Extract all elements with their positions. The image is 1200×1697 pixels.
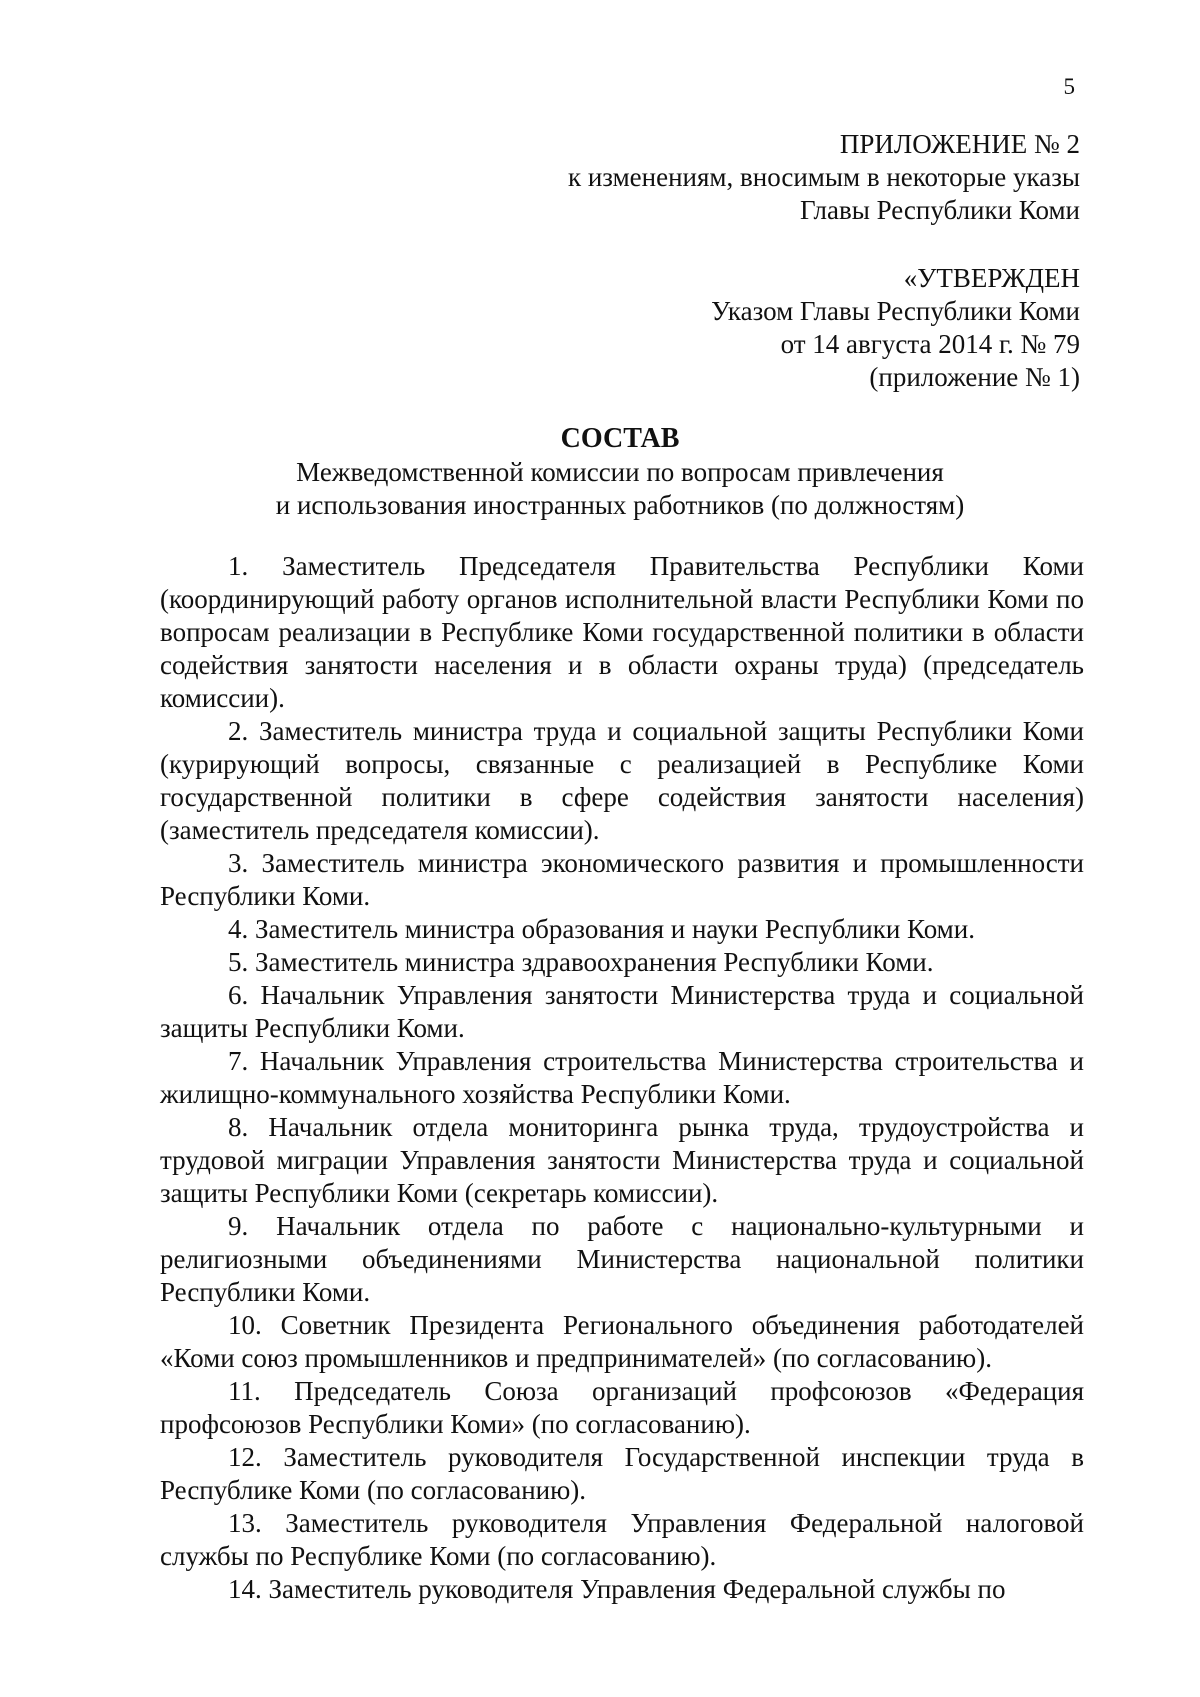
list-item: 2. Заместитель министра труда и социальной защиты Республики Коми (курирующий вопросы, связанные с реализацией в Республике Коми государственной политики в сфере содействия занятости населения) (заместитель председателя комиссии). — [160, 716, 1084, 845]
page-number: 5 — [1063, 74, 1075, 99]
list-item: 8. Начальник отдела мониторинга рынка труда, трудоустройства и трудовой миграции Управления занятости Министерства труда и социальной защиты Республики Коми (секретарь комиссии). — [160, 1112, 1084, 1208]
document-title — [160, 422, 1080, 522]
approval-line: (приложение № 1) — [869, 362, 1080, 392]
appendix-title: ПРИЛОЖЕНИЕ № 2 — [839, 129, 1080, 159]
list-item: 11. Председатель Союза организаций профсоюзов «Федерация профсоюзов Республики Коми» (по согласованию). — [160, 1376, 1084, 1439]
list-item: 1. Заместитель Председателя Правительства Республики Коми (координирующий работу органов исполнительной власти Республики Коми по вопросам реализации в Республике Коми государственной политики в области содействия занятости населения и в области охраны труда) (председатель комиссии). — [160, 551, 1084, 713]
list-item: 12. Заместитель руководителя Государственной инспекции труда в Республике Коми (по согласованию). — [160, 1442, 1084, 1505]
list-item: 14. Заместитель руководителя Управления Федеральной службы по — [228, 1574, 1006, 1604]
title-heading: СОСТАВ — [560, 423, 680, 454]
appendix-header — [568, 128, 1080, 227]
title-line: Межведомственной комиссии по вопросам привлечения — [296, 457, 944, 487]
approval-line: «УТВЕРЖДЕН — [903, 263, 1080, 293]
list-item: 4. Заместитель министра образования и науки Республики Коми. — [228, 914, 975, 944]
list-item: 13. Заместитель руководителя Управления Федеральной налоговой службы по Республике Коми (по согласованию). — [160, 1508, 1084, 1571]
list-item: 7. Начальник Управления строительства Министерства строительства и жилищно-коммунального хозяйства Республики Коми. — [160, 1046, 1084, 1109]
approval-line: от 14 августа 2014 г. № 79 — [780, 329, 1080, 359]
list-item: 9. Начальник отдела по работе с национально-культурными и религиозными объединениями Министерства национальной политики Республики Коми. — [160, 1211, 1084, 1307]
list-item: 6. Начальник Управления занятости Министерства труда и социальной защиты Республики Коми. — [160, 980, 1084, 1043]
list-item: 3. Заместитель министра экономического развития и промышленности Республики Коми. — [160, 848, 1084, 911]
title-line: и использования иностранных работников (по должностям) — [275, 490, 965, 520]
commission-members-list — [160, 550, 1084, 1606]
appendix-line: к изменениям, вносимым в некоторые указы — [567, 162, 1080, 192]
list-item: 5. Заместитель министра здравоохранения Республики Коми. — [228, 947, 934, 977]
list-item: 10. Советник Президента Регионального объединения работодателей «Коми союз промышленников и предпринимателей» (по согласованию). — [160, 1310, 1084, 1373]
approval-stamp — [711, 262, 1080, 394]
approval-line: Указом Главы Республики Коми — [711, 296, 1080, 326]
appendix-line: Главы Республики Коми — [799, 195, 1080, 225]
